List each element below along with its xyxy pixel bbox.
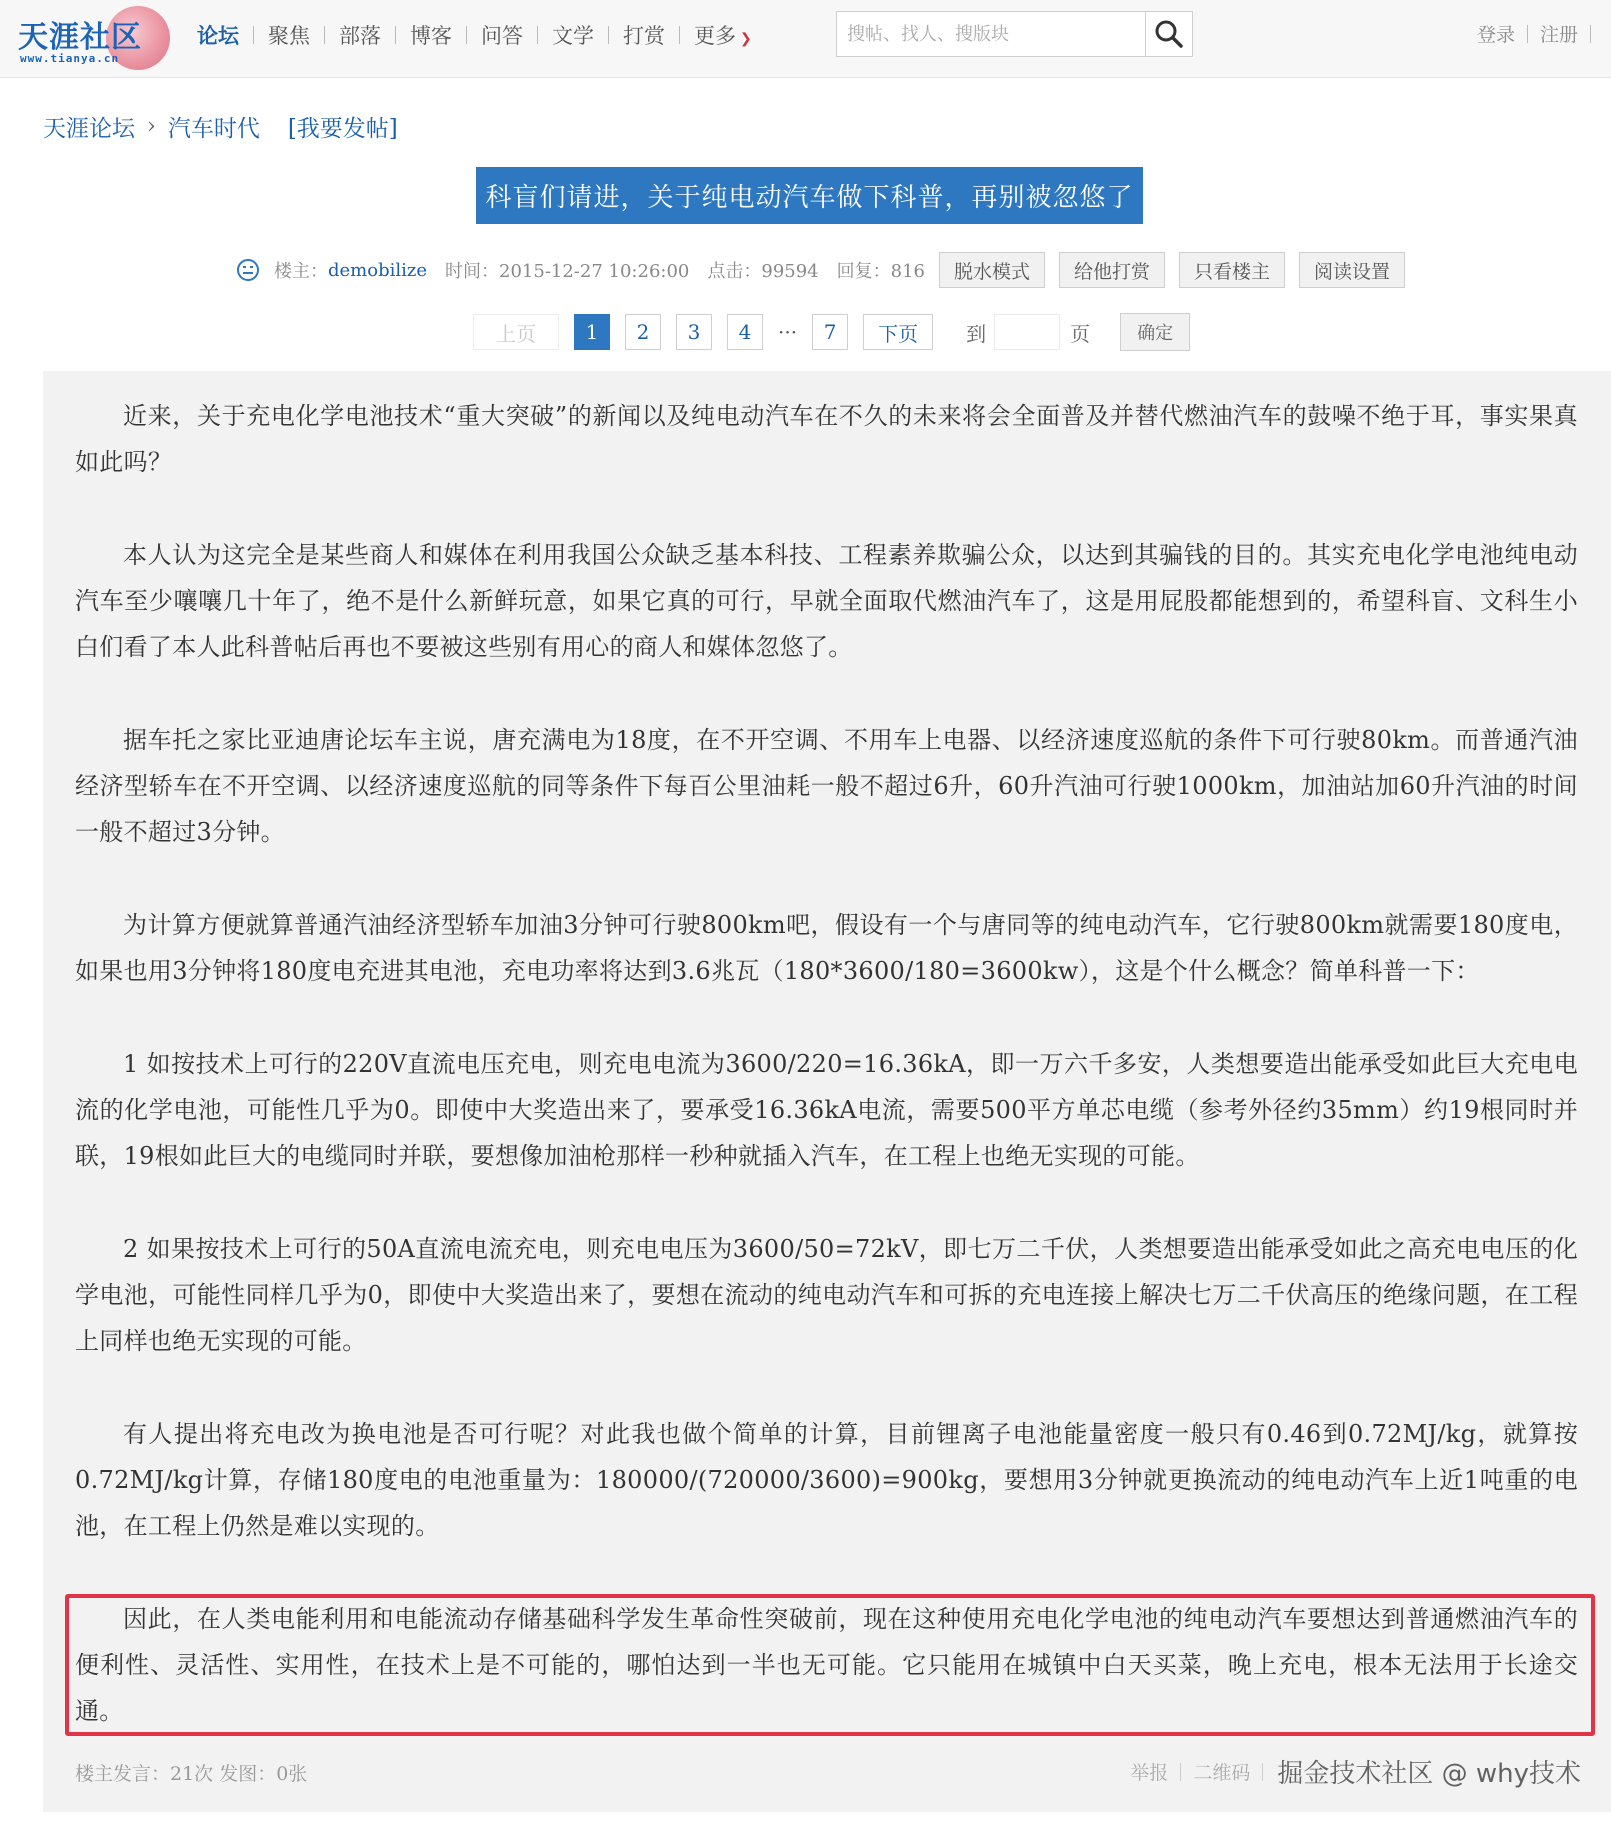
post-paragraph: 为计算方便就算普通汽油经济型轿车加油3分钟可行驶800km吧，假设有一个与唐同等的纯电动汽车，它行驶800km就需要180度电，如果也用3分钟将180度电充进其电池，充电功率将达到3.6兆瓦（180*3600/180=3600kw），这是个什么概念？简单科普一下： — [75, 911, 1578, 985]
reading-settings-button[interactable]: 阅读设置 — [1299, 252, 1405, 288]
owner-name[interactable]: demobilize — [328, 259, 428, 281]
page-number-input[interactable] — [994, 314, 1060, 350]
owner-only-button[interactable]: 只看楼主 — [1179, 252, 1285, 288]
auth-divider — [1590, 25, 1591, 43]
nav-more-label: 更多 — [694, 24, 736, 48]
search-button[interactable] — [1145, 12, 1192, 56]
page-unit-label: 页 — [1070, 321, 1091, 346]
breadcrumb — [43, 110, 398, 143]
auth-links — [1465, 20, 1591, 47]
nav-item-forum[interactable]: 论坛 — [197, 23, 239, 48]
post-body — [43, 371, 1611, 1812]
post-paragraph: 1 如按技术上可行的220V直流电压充电，则充电电流为3600/220=16.36kA，即一万六千多安，人类想要造出能承受如此巨大充电电流的化学电池，可能性几乎为0。即使中大奖造出来了，要承受16.36kA电流，需要500平方单芯电缆（参考外径约35mm）约19根同时并联，19根如此巨大的电缆同时并联，要想像加油枪那样一秒种就插入汽车，在工程上也绝无实现的可能。 — [75, 1050, 1578, 1170]
page-2-button[interactable]: 2 — [625, 314, 661, 350]
thread-title: 科盲们请进，关于纯电动汽车做下科普，再别被忽悠了 — [476, 167, 1143, 224]
nav-item-more[interactable] — [680, 20, 766, 50]
post-paragraph: 近来，关于充电化学电池技术“重大突破”的新闻以及纯电动汽车在不久的未来将会全面普及并替代燃油汽车的鼓噪不绝于耳，事实果真如此吗？ — [75, 402, 1578, 476]
post-time: 时间：2015-12-27 10:26:00 — [445, 261, 690, 282]
logo-text: 天涯社区 — [18, 20, 142, 55]
action-divider — [1262, 1763, 1263, 1781]
click-count: 点击：99594 — [707, 261, 819, 282]
prev-page-button[interactable]: 上页 — [473, 314, 559, 350]
page-7-button[interactable]: 7 — [812, 314, 848, 350]
search-input[interactable] — [837, 12, 1157, 56]
main-nav — [183, 18, 766, 52]
post-paragraph-highlighted: 因此，在人类电能利用和电能流动存储基础科学发生革命性突破前，现在这种使用充电化学电池的纯电动汽车要想达到普通燃油汽车的便利性、灵活性、实用性，在技术上是不可能的，哪怕达到一半也无可能。它只能用在城镇中白天买菜，晚上充电，根本无法用于长途交通。 — [75, 1605, 1578, 1725]
breadcrumb-board[interactable]: 汽车时代 — [167, 116, 260, 142]
search-icon — [1154, 19, 1184, 49]
nav-item-qa[interactable]: 问答 — [481, 24, 523, 48]
highlight-frame — [65, 1594, 1595, 1736]
page-4-button[interactable]: 4 — [727, 314, 763, 350]
dehydrate-mode-button[interactable]: 脱水模式 — [939, 252, 1045, 288]
page-1-button[interactable]: 1 — [574, 314, 610, 350]
post-paragraph: 2 如果按技术上可行的50A直流电流充电，则充电电压为3600/50=72kV，即七万二千伏，人类想要造出能承受如此之高充电电压的化学电池，可能性同样几乎为0，即使中大奖造出来了，要想在流动的纯电动汽车和可拆的充电连接上解决七万二千伏高压的绝缘问题，在工程上同样也绝无实现的可能。 — [75, 1235, 1578, 1355]
login-link[interactable]: 登录 — [1476, 24, 1515, 46]
owner-label: 楼主： — [274, 261, 328, 282]
thread-meta — [236, 253, 1405, 287]
register-link[interactable]: 注册 — [1539, 24, 1578, 46]
post-paragraph: 有人提出将充电改为换电池是否可行呢？对此我也做个简单的计算，目前锂离子电池能量密度一般只有0.46到0.72MJ/kg，就算按0.72MJ/kg计算，存储180度电的电池重量为：180000/(720000/3600)=900kg，要想用3分钟就更换流动的纯电动汽车上近1吨重的电池，在工程上仍然是难以实现的。 — [75, 1420, 1578, 1540]
post-paragraph: 据车托之家比亚迪唐论坛车主说，唐充满电为18度，在不开空调、不用车上电器、以经济速度巡航的条件下可行驶80km。而普通汽油经济型轿车在不开空调、以经济速度巡航的同等条件下每百公里油耗一般不超过6升，60升汽油可行驶1000km，加油站加60升汽油的时间一般不超过3分钟。 — [75, 726, 1578, 846]
nav-item-literature[interactable]: 文学 — [552, 24, 594, 48]
nav-item-blog[interactable]: 博客 — [410, 24, 452, 48]
nav-item-tip[interactable]: 打赏 — [623, 24, 665, 48]
tianya-logo[interactable] — [18, 6, 168, 68]
next-page-button[interactable]: 下页 — [863, 314, 933, 350]
tip-author-button[interactable]: 给他打赏 — [1059, 252, 1165, 288]
top-navbar — [0, 0, 1611, 78]
nav-item-tribe[interactable]: 部落 — [339, 24, 381, 48]
watermark: 掘金技术社区 @ why技术 — [1277, 1759, 1581, 1789]
owner-stats: 楼主发言：21次 发图：0张 — [75, 1763, 308, 1785]
breadcrumb-home[interactable]: 天涯论坛 — [43, 116, 135, 142]
page-3-button[interactable]: 3 — [676, 314, 712, 350]
nav-item-focus[interactable]: 聚焦 — [268, 24, 310, 48]
new-post-link[interactable]: [我要发帖] — [287, 116, 398, 142]
goto-label: 到 — [966, 321, 987, 346]
post-paragraph: 本人认为这完全是某些商人和媒体在利用我国公众缺乏基本科技、工程素养欺骗公众，以达到其骗钱的目的。其实充电化学电池纯电动汽车至少嚷嚷几十年了，绝不是什么新鲜玩意，如果它真的可行，早就全面取代燃油汽车了，这是用屁股都能想到的，希望科盲、文科生小白们看了本人此科普帖后再也不要被这些别有用心的商人和媒体忽悠了。 — [75, 541, 1578, 661]
pager-ellipsis: ··· — [778, 320, 798, 344]
reply-count: 回复：816 — [836, 261, 925, 282]
search-box — [836, 11, 1193, 57]
chevron-down-icon: ❯ — [740, 31, 752, 47]
chevron-right-icon: › — [147, 114, 156, 139]
qrcode-link[interactable]: 二维码 — [1193, 1762, 1251, 1784]
user-face-icon — [236, 258, 260, 282]
goto-confirm-button[interactable]: 确定 — [1120, 313, 1190, 351]
pagination — [473, 313, 1190, 351]
post-actions — [1118, 1753, 1581, 1790]
report-link[interactable]: 举报 — [1130, 1762, 1169, 1784]
logo-url: www.tianya.cn — [20, 52, 120, 65]
